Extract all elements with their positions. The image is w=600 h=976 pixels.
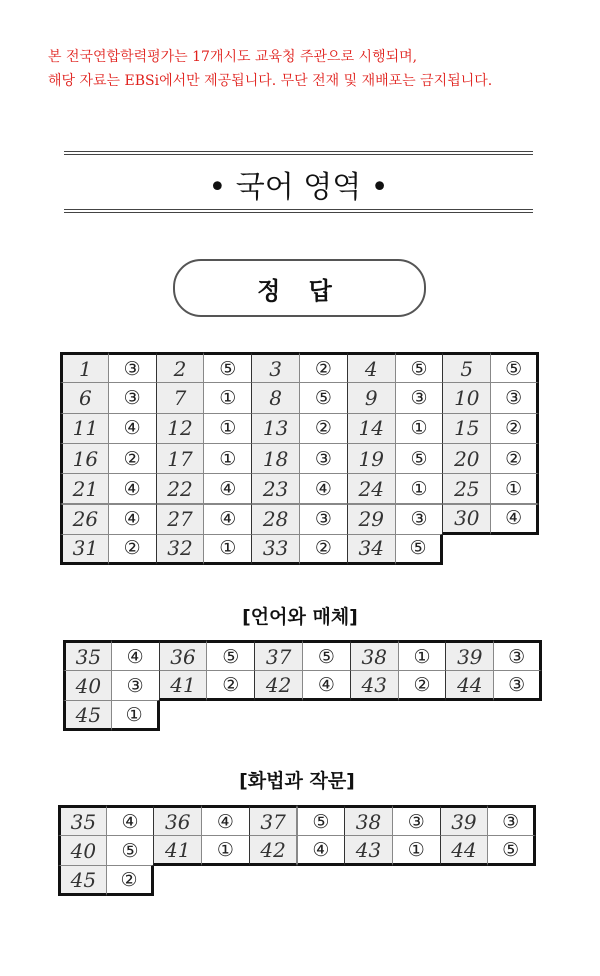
question-number: 2 <box>156 352 205 383</box>
question-number: 1 <box>60 352 109 383</box>
answer-choice: ③ <box>108 382 157 413</box>
question-number: 5 <box>442 352 491 383</box>
answer-choice: ④ <box>490 504 539 535</box>
question-number: 36 <box>153 805 202 836</box>
question-number: 39 <box>440 805 489 836</box>
question-number: 15 <box>442 413 491 444</box>
question-number: 43 <box>350 670 399 701</box>
question-number: 39 <box>445 640 494 671</box>
answer-choice: ① <box>395 473 444 504</box>
answer-choice: ⑤ <box>487 835 536 866</box>
question-number: 10 <box>442 382 491 413</box>
question-number: 40 <box>58 835 107 866</box>
question-number: 38 <box>350 640 399 671</box>
answer-choice: ⑤ <box>206 640 255 671</box>
question-number: 43 <box>344 835 393 866</box>
answer-choice: ③ <box>490 382 539 413</box>
answer-choice: ④ <box>302 670 351 701</box>
answer-choice: ① <box>490 473 539 504</box>
question-number: 40 <box>63 670 112 701</box>
question-number: 21 <box>60 473 109 504</box>
answer-choice: ① <box>203 382 252 413</box>
answer-choice: ② <box>490 443 539 474</box>
question-number: 19 <box>347 443 396 474</box>
answer-choice: ③ <box>111 670 160 701</box>
question-number: 24 <box>347 473 396 504</box>
answer-choice: ④ <box>297 835 346 866</box>
answer-choice: ① <box>398 640 447 671</box>
answer-label: 정 답 <box>173 259 426 317</box>
question-number: 25 <box>442 473 491 504</box>
answer-choice: ① <box>395 413 444 444</box>
answer-choice: ④ <box>203 504 252 535</box>
answer-choice: ④ <box>203 473 252 504</box>
question-number: 37 <box>249 805 298 836</box>
answer-choice: ① <box>392 835 441 866</box>
question-number: 9 <box>347 382 396 413</box>
answer-choice: ④ <box>108 504 157 535</box>
question-number: 18 <box>251 443 300 474</box>
question-number: 28 <box>251 504 300 535</box>
page-title: • 국어 영역 • <box>208 170 389 205</box>
question-number: 22 <box>156 473 205 504</box>
answer-choice: ④ <box>108 413 157 444</box>
question-number: 17 <box>156 443 205 474</box>
answer-choice: ④ <box>108 473 157 504</box>
question-number: 44 <box>445 670 494 701</box>
question-number: 32 <box>156 534 205 565</box>
answer-choice: ③ <box>493 670 542 701</box>
question-number: 41 <box>159 670 208 701</box>
question-number: 23 <box>251 473 300 504</box>
question-number: 35 <box>58 805 107 836</box>
question-number: 36 <box>159 640 208 671</box>
question-number: 41 <box>153 835 202 866</box>
answer-choice: ③ <box>299 443 348 474</box>
question-number: 42 <box>249 835 298 866</box>
answer-choice: ⑤ <box>395 352 444 383</box>
question-number: 45 <box>63 700 112 731</box>
answer-choice: ⑤ <box>490 352 539 383</box>
answer-choice: ③ <box>299 504 348 535</box>
question-number: 7 <box>156 382 205 413</box>
answer-choice: ② <box>206 670 255 701</box>
answer-choice: ② <box>490 413 539 444</box>
answer-choice: ⑤ <box>203 352 252 383</box>
question-number: 45 <box>58 865 107 896</box>
answer-choice: ⑤ <box>302 640 351 671</box>
answer-choice: ① <box>201 835 250 866</box>
answer-choice: ④ <box>111 640 160 671</box>
answer-choice: ⑤ <box>106 835 155 866</box>
title-bottom-divider <box>64 209 533 213</box>
answer-choice: ④ <box>201 805 250 836</box>
question-number: 35 <box>63 640 112 671</box>
answer-choice: ② <box>106 865 155 896</box>
answer-choice: ② <box>299 413 348 444</box>
answer-choice: ② <box>108 443 157 474</box>
question-number: 20 <box>442 443 491 474</box>
copyright-notice-line-2: 해당 자료는 EBSi에서만 제공됩니다. 무단 전재 및 재배포는 금지됩니다. <box>48 73 493 89</box>
speech-writing-heading: [화법과 작문] <box>239 770 355 792</box>
answer-choice: ③ <box>493 640 542 671</box>
question-number: 13 <box>251 413 300 444</box>
answer-choice: ② <box>108 534 157 565</box>
answer-choice: ② <box>398 670 447 701</box>
question-number: 4 <box>347 352 396 383</box>
question-number: 44 <box>440 835 489 866</box>
answer-choice: ④ <box>106 805 155 836</box>
question-number: 30 <box>442 504 491 535</box>
answer-choice: ① <box>203 413 252 444</box>
answer-choice: ③ <box>108 352 157 383</box>
answer-choice: ③ <box>395 504 444 535</box>
question-number: 37 <box>254 640 303 671</box>
question-number: 34 <box>347 534 396 565</box>
answer-choice: ⑤ <box>395 534 444 565</box>
answer-choice: ④ <box>299 473 348 504</box>
answer-choice: ⑤ <box>297 805 346 836</box>
question-number: 26 <box>60 504 109 535</box>
answer-choice: ② <box>299 534 348 565</box>
question-number: 8 <box>251 382 300 413</box>
answer-choice: ③ <box>395 382 444 413</box>
answer-choice: ③ <box>392 805 441 836</box>
answer-choice: ③ <box>487 805 536 836</box>
language-media-heading: [언어와 매체] <box>242 606 358 628</box>
question-number: 42 <box>254 670 303 701</box>
question-number: 12 <box>156 413 205 444</box>
answer-choice: ⑤ <box>299 382 348 413</box>
question-number: 11 <box>60 413 109 444</box>
question-number: 38 <box>344 805 393 836</box>
answer-choice: ② <box>299 352 348 383</box>
question-number: 16 <box>60 443 109 474</box>
question-number: 3 <box>251 352 300 383</box>
question-number: 31 <box>60 534 109 565</box>
answer-choice: ① <box>203 443 252 474</box>
answer-choice: ⑤ <box>395 443 444 474</box>
copyright-notice-line-1: 본 전국연합학력평가는 17개시도 교육청 주관으로 시행되며, <box>48 49 418 65</box>
answer-choice: ① <box>203 534 252 565</box>
question-number: 29 <box>347 504 396 535</box>
question-number: 6 <box>60 382 109 413</box>
question-number: 14 <box>347 413 396 444</box>
question-number: 27 <box>156 504 205 535</box>
question-number: 33 <box>251 534 300 565</box>
title-top-divider <box>64 151 533 155</box>
answer-choice: ① <box>111 700 160 731</box>
